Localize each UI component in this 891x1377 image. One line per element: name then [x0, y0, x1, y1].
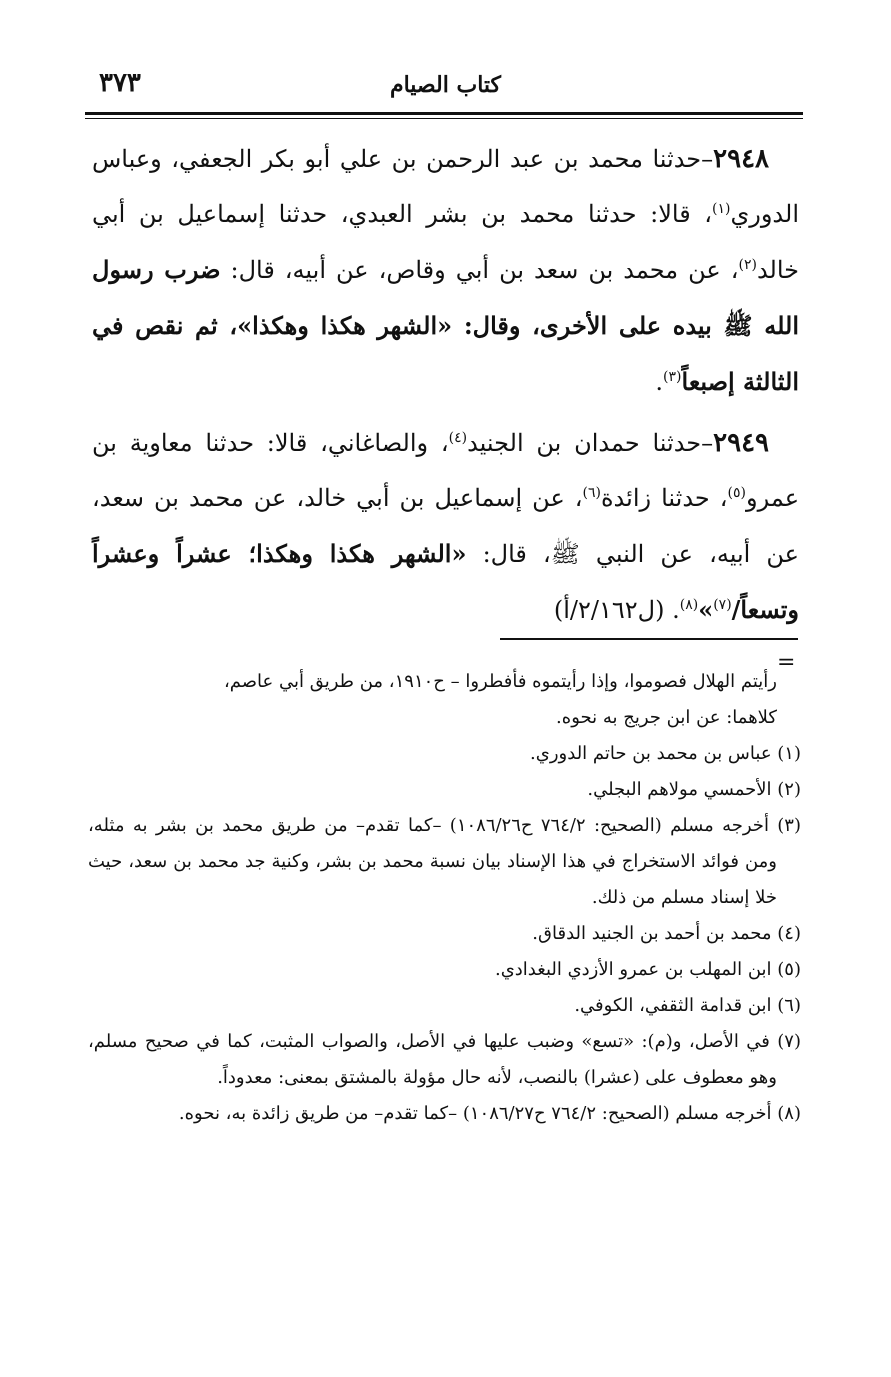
footnote-4: (٤) محمد بن أحمد بن الجنيد الدقاق.	[532, 923, 801, 944]
hadith-text: –حدثنا محمد بن عبد الرحمن بن علي أبو بكر الجعفي، وعباس الدوري	[92, 145, 799, 228]
hadith-number: ٢٩٤٨	[713, 144, 769, 174]
hadith-text: ، حدثنا زائدة	[600, 484, 728, 512]
footnote-marker: (١)	[711, 201, 731, 217]
footnote-marker: (٦)	[582, 485, 601, 501]
hadith-text: ، قالا: حدثنا محمد بن بشر العبدي، حدثنا إسماعيل بن أبي خالد	[92, 200, 799, 284]
hadith-quote: «الشهر هكذا وهكذا؛ عشراً وعشراً وتسعاً/	[92, 539, 799, 624]
footnote-marker: (٧)	[713, 597, 732, 613]
hadith-2948	[92, 132, 799, 410]
hadith-quote-close: »	[698, 595, 714, 624]
page-number: ٣٧٣	[99, 68, 141, 98]
manuscript-ref: . (ل٢/١٦٢/أ)	[553, 596, 680, 624]
footnote-5: (٥) ابن المهلب بن عمرو الأزدي البغدادي.	[494, 959, 801, 980]
hadith-text: ، عن محمد بن سعد بن أبي وقاص، عن أبيه، قال:	[220, 256, 739, 284]
footnote-6: (٦) ابن قدامة الثقفي، الكوفي.	[574, 995, 801, 1016]
continuation-mark: =	[777, 650, 796, 675]
hadith-2949	[92, 416, 799, 638]
hadith-text: –حدثنا حمدان بن الجنيد	[467, 429, 714, 457]
footnote-separator	[500, 638, 798, 640]
footnote-marker: (٢)	[738, 257, 757, 273]
footnotes	[88, 664, 801, 1132]
footnote-2: (٢) الأحمسي مولاهم البجلي.	[587, 779, 801, 800]
footnote-8: (٨) أخرجه مسلم (الصحيح: ٧٦٤/٢ ح١٠٨٦/٢٧) –كما تقدم– من طريق زائدة به، نحوه.	[178, 1103, 801, 1124]
main-text	[92, 132, 799, 638]
page-header	[85, 62, 806, 110]
hadith-number: ٢٩٤٩	[713, 428, 769, 458]
hadith-quote: «الشهر هكذا وهكذا»، ثم نقص في الثالثة إصبعاً	[92, 311, 799, 396]
footnote-7: (٧) في الأصل، و(م): «تسع» وضبب عليها في الأصل، والصواب المثبت، كما في صحيح مسلم، وهو معطوف على (عشرا) بالنصب، لأنه حال مؤولة بالمشتق بمعنى: معدوداً.	[88, 1031, 801, 1088]
hadith-text: .	[655, 368, 664, 396]
footnote-3: (٣) أخرجه مسلم (الصحيح: ٧٦٤/٢ ح١٠٨٦/٢٦) –كما تقدم– من طريق محمد بن بشر به مثله، ومن فوائد الاستخراج في هذا الإسناد بيان نسبة محمد بن بشر، وكنية جد محمد بن سعد، حيث خلا إسناد مسلم من ذلك.	[88, 815, 801, 908]
footnote-1: (١) عباس بن محمد بن حاتم الدوري.	[530, 743, 801, 764]
footnote-continued: رأيتم الهلال فصوموا، وإذا رأيتموه فأفطروا – ح١٩١٠، من طريق أبي عاصم،	[223, 671, 777, 692]
footnote-marker: (٤)	[448, 430, 468, 446]
hadith-matn: ضرب رسول الله ﷺ بيده على الأخرى، وقال:	[92, 255, 800, 340]
hadith-text: ، والصاغاني، قالا: حدثنا معاوية بن عمرو	[92, 429, 800, 512]
header-rule-thin	[85, 118, 803, 119]
header-rule-thick	[85, 112, 803, 115]
footnote-marker: (٨)	[679, 597, 699, 613]
footnote-marker: (٥)	[727, 485, 746, 501]
chapter-title: كتاب الصيام	[389, 72, 502, 98]
footnote-marker: (٣)	[663, 369, 682, 385]
hadith-text: ، عن إسماعيل بن أبي خالد، عن محمد بن سعد، عن أبيه، عن النبي ﷺ، قال:	[92, 484, 799, 568]
footnote-continued: كلاهما: عن ابن جريج به نحوه.	[556, 707, 777, 728]
